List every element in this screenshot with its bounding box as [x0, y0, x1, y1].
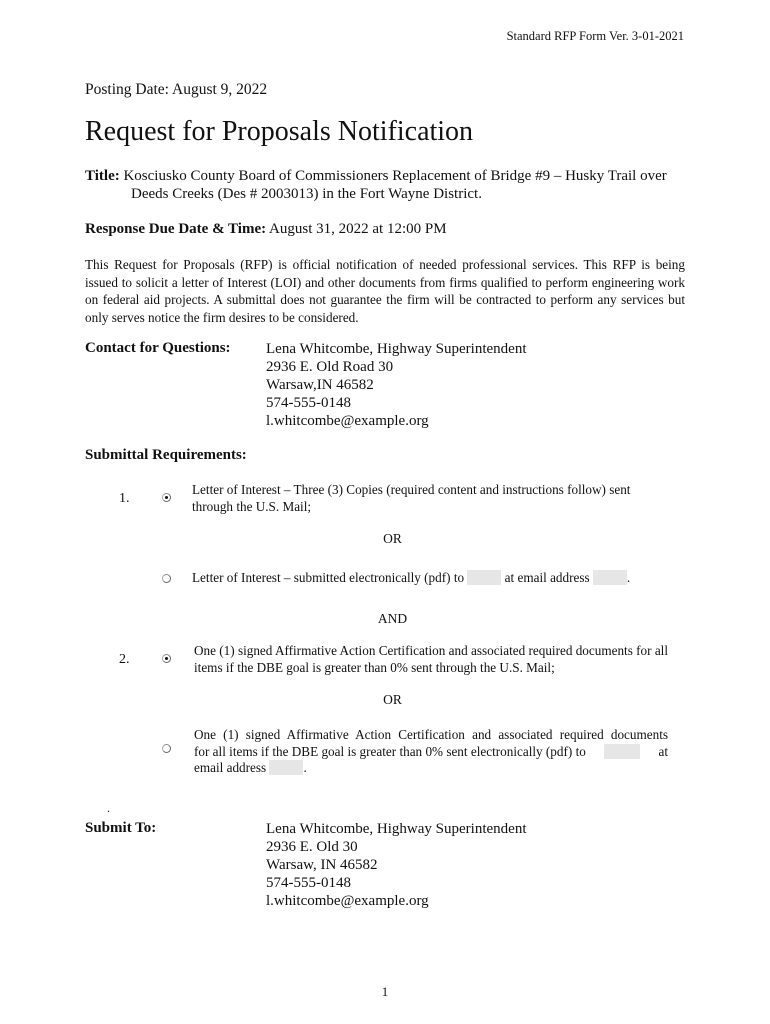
posting-date-value: August 9, 2022 [172, 81, 268, 98]
response-due-value: August 31, 2022 at 12:00 PM [269, 221, 447, 237]
intro-paragraph: This Request for Proposals (RFP) is official notification of needed professional services. This RFP is being issued to solicit a letter of Interest (LOI) and other documents from firms qualified to perform engineering work on federal aid projects. A submittal does not guarantee the firm will be contracted to perform any services but only serves notice the firm desires to be considered. [85, 257, 685, 325]
rfp-title-label: Title: [85, 168, 120, 184]
page-number: 1 [381, 984, 389, 999]
email-recipient-field[interactable] [467, 570, 501, 585]
contact-line: 574-555-0148 [266, 395, 351, 411]
submit-email[interactable]: l.whitcombe@example.org [266, 893, 429, 909]
rfp-title-line1: Kosciusko County Board of Commissioners Replacement of Bridge #9 – Husky Trail over [123, 168, 667, 184]
submit-to-label: Submit To: [85, 820, 157, 836]
item-aac-email [194, 727, 668, 777]
contact-email[interactable]: l.whitcombe@example.org [266, 413, 429, 429]
page-title: Request for Proposals Notification [85, 116, 474, 147]
item-loi-email-end: . [626, 570, 631, 585]
rfp-title-line2: Deeds Creeks (Des # 2003013) in the Fort Wayne District. [131, 186, 482, 202]
email-address-field[interactable] [593, 570, 627, 585]
item-aac-email-line2-text: for all items if the DBE goal is greater than 0% sent electronically (pdf) to [194, 743, 586, 759]
item-loi-email [192, 570, 630, 587]
submit-line: Warsaw, IN 46582 [266, 857, 378, 873]
form-version: Standard RFP Form Ver. 3-01-2021 [506, 29, 684, 43]
item-aac-email-line2-end: at [658, 743, 668, 759]
submit-line: 574-555-0148 [266, 875, 351, 891]
aac-email-address-field[interactable] [269, 760, 303, 775]
item-loi-email-text: Letter of Interest – submitted electronically (pdf) to [192, 570, 465, 585]
contact-line: Lena Whitcombe, Highway Superintendent [266, 341, 527, 357]
item-loi-mail: Letter of Interest – Three (3) Copies (required content and instructions follow) sent through the U.S. Mail; [192, 482, 631, 514]
item-number-2: 2. [119, 652, 130, 667]
item-aac-email-line3-text: email address [194, 760, 267, 775]
and-divider: AND [377, 611, 408, 626]
item-aac-email-line1: One (1) signed Affirmative Action Certification and associated required documents [194, 727, 668, 742]
submittal-heading: Submittal Requirements: [85, 447, 247, 463]
contact-line: Warsaw,IN 46582 [266, 377, 374, 393]
item-aac-email-line3-end: . [303, 760, 307, 775]
radio-aac-mail[interactable] [162, 654, 171, 663]
contact-line: 2936 E. Old Road 30 [266, 359, 394, 375]
radio-aac-email[interactable] [162, 744, 171, 753]
response-due-label: Response Due Date & Time: [85, 221, 267, 237]
submit-line: Lena Whitcombe, Highway Superintendent [266, 821, 527, 837]
item-aac-mail: One (1) signed Affirmative Action Certification and associated required documents for all items if the DBE goal is greater than 0% sent through the U.S. Mail; [194, 643, 668, 675]
or-divider-2: OR [383, 692, 402, 707]
radio-loi-mail[interactable] [162, 493, 171, 502]
item-aac-email-line2 [194, 744, 668, 761]
item-loi-email-middle: at email address [504, 570, 590, 585]
response-due [85, 221, 447, 238]
aac-email-recipient-field[interactable] [604, 744, 640, 759]
posting-date-label: Posting Date: [85, 81, 169, 98]
item-number-1: 1. [119, 491, 130, 506]
item-aac-email-line3 [194, 760, 668, 777]
or-divider-1: OR [383, 531, 402, 546]
contact-address [266, 340, 527, 430]
submit-line: 2936 E. Old 30 [266, 839, 358, 855]
radio-loi-email[interactable] [162, 574, 171, 583]
posting-date [85, 81, 267, 99]
submit-to-address [266, 820, 527, 910]
stray-mark: . [107, 801, 110, 815]
contact-label: Contact for Questions: [85, 340, 231, 356]
rfp-title [85, 167, 685, 203]
